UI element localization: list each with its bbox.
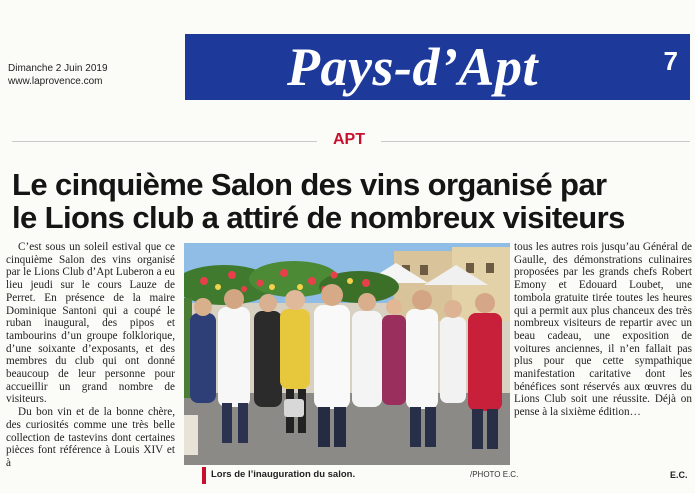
photo-caption: Lors de l’inauguration du salon. xyxy=(211,469,356,480)
caption-marker xyxy=(202,467,206,484)
article-photo xyxy=(184,243,510,465)
website-url: www.laprovence.com xyxy=(8,76,103,87)
rubric-label: APT xyxy=(333,131,365,148)
article-column-right xyxy=(514,241,692,419)
dateline xyxy=(8,62,108,88)
article-paragraph: Du bon vin et de la bonne chère, des curiosités comme une très belle collection de tastevins dont certaines pièces font référence à Louis XIV et à xyxy=(6,406,175,469)
article-paragraph: C’est sous un soleil estival que ce cinquième Salon des vins organisé par le Lions Club d’Apt Luberon a eu lieu jeudi sur le cours Lauze de Perret. En présence de la maire Dominique Santoni qui a coupé le ruban inaugural, des pipos et tambourins d’un groupe folklorique, d’une soixante d’exposants, et des membres du club qui ont donné beaucoup de leur personne pour accueillir un grand nombre de visiteurs. xyxy=(6,241,175,406)
section-banner xyxy=(185,34,690,100)
issue-date: Dimanche 2 Juin 2019 xyxy=(8,63,108,74)
section-title: Pays-d’Apt xyxy=(287,37,538,97)
article-column-left xyxy=(6,241,175,470)
author-signature: E.C. xyxy=(670,470,688,480)
photo-credit: /PHOTO E.C. xyxy=(470,470,519,479)
article-paragraph: tous les autres rois jusqu’au Général de Gaulle, des démonstrations culinaires proposées par les grands chefs Robert Emony et Edouard Loubet, une tombola gratuite tirée toutes les heures qui a permit aux plus chanceux des très nombreux visiteurs de repartir avec un beau cadeau, une exposition de voitures anciennes, il n’en fallait pas plus pour que cette sympathique manifestation caritative dont les bénéfices sont réservés aux œuvres du Lions Club soit une réussite. Déjà on pense à la sixième édition… xyxy=(514,241,692,419)
rubric-rule-right xyxy=(381,141,690,142)
rubric-rule-left xyxy=(12,141,317,142)
page-number: 7 xyxy=(663,46,678,76)
article-headline: Le cinquième Salon des vins organisé par le Lions club a attiré de nombreux visiteurs xyxy=(12,167,625,235)
photo-illustration xyxy=(184,243,510,465)
